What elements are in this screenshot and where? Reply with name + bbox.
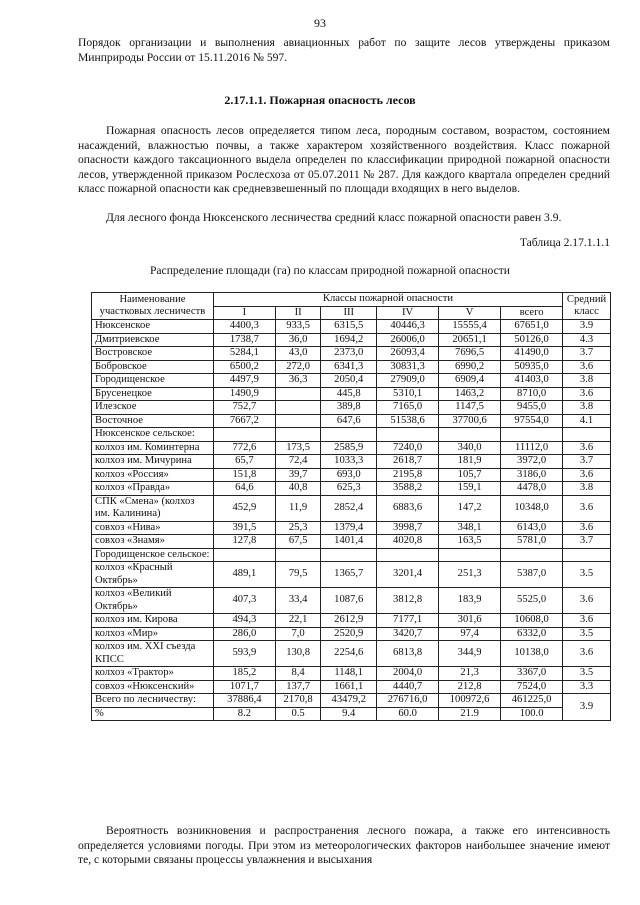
area-cell: 389,8 xyxy=(321,401,377,415)
total-cell: 100972,6 xyxy=(439,694,501,708)
area-cell: 137,7 xyxy=(275,680,320,694)
table-row xyxy=(92,468,611,482)
header-class-1: I xyxy=(213,306,275,320)
area-cell: 3588,2 xyxy=(377,482,439,496)
area-cell: 15555,4 xyxy=(439,320,501,334)
area-cell: 50126,0 xyxy=(501,333,563,347)
paragraph-average-class: Для лесного фонда Нюксенского лесничества средний класс пожарной опасности равен 3.9. xyxy=(106,211,562,224)
table-caption: Распределение площади (га) по классам природной пожарной опасности xyxy=(149,264,511,277)
area-cell: 348,1 xyxy=(439,521,501,535)
average-class-cell: 3.3 xyxy=(563,680,611,694)
area-cell: 1661,1 xyxy=(321,680,377,694)
average-class-cell: 3.8 xyxy=(563,401,611,415)
area-cell xyxy=(275,548,320,562)
forestry-name-cell: колхоз «Мир» xyxy=(92,627,214,641)
area-cell: 159,1 xyxy=(439,482,501,496)
average-class-cell: 3.5 xyxy=(563,562,611,588)
area-cell: 2373,0 xyxy=(321,347,377,361)
area-cell: 51538,6 xyxy=(377,414,439,428)
average-class-cell xyxy=(563,548,611,562)
area-cell: 7696,5 xyxy=(439,347,501,361)
area-cell: 41403,0 xyxy=(501,374,563,388)
average-class-cell: 3.9 xyxy=(563,320,611,334)
header-class-2: II xyxy=(275,306,320,320)
table-row xyxy=(92,627,611,641)
table-row xyxy=(92,387,611,401)
area-cell: 1087,6 xyxy=(321,588,377,614)
table-row xyxy=(92,614,611,628)
area-cell: 933,5 xyxy=(275,320,320,334)
area-cell: 2618,7 xyxy=(377,455,439,469)
forestry-name-cell: Бобровское xyxy=(92,360,214,374)
forestry-name-cell: колхоз «Правда» xyxy=(92,482,214,496)
percent-cell: 0.5 xyxy=(275,707,320,721)
average-class-cell: 3.5 xyxy=(563,667,611,681)
area-cell: 6500,2 xyxy=(213,360,275,374)
area-cell: 7667,2 xyxy=(213,414,275,428)
area-cell: 97554,0 xyxy=(501,414,563,428)
area-cell: 36,0 xyxy=(275,333,320,347)
area-cell: 772,6 xyxy=(213,441,275,455)
fire-class-table xyxy=(91,292,611,721)
area-cell xyxy=(275,428,320,442)
area-cell: 130,8 xyxy=(275,641,320,667)
forestry-name-cell: СПК «Смена» (колхоз им. Калинина) xyxy=(92,495,214,521)
header-class-4: IV xyxy=(377,306,439,320)
table-row xyxy=(92,588,611,614)
area-cell: 3186,0 xyxy=(501,468,563,482)
table-row xyxy=(92,401,611,415)
total-row xyxy=(92,694,611,708)
area-cell: 1694,2 xyxy=(321,333,377,347)
area-cell: 5525,0 xyxy=(501,588,563,614)
area-cell: 6909,4 xyxy=(439,374,501,388)
area-cell: 8710,0 xyxy=(501,387,563,401)
area-cell: 2585,9 xyxy=(321,441,377,455)
area-cell xyxy=(275,414,320,428)
area-cell: 151,8 xyxy=(213,468,275,482)
area-cell: 7240,0 xyxy=(377,441,439,455)
percent-cell: 8.2 xyxy=(213,707,275,721)
table-row xyxy=(92,441,611,455)
table-row xyxy=(92,428,611,442)
area-cell: 2612,9 xyxy=(321,614,377,628)
forestry-name-cell: Городищенское xyxy=(92,374,214,388)
area-cell xyxy=(377,428,439,442)
area-cell: 40,8 xyxy=(275,482,320,496)
area-cell: 3812,8 xyxy=(377,588,439,614)
average-class-cell: 3.6 xyxy=(563,387,611,401)
area-cell xyxy=(439,428,501,442)
area-cell: 212,8 xyxy=(439,680,501,694)
table-row xyxy=(92,667,611,681)
area-cell: 37700,6 xyxy=(439,414,501,428)
area-cell: 6883,6 xyxy=(377,495,439,521)
average-class-cell: 3.6 xyxy=(563,495,611,521)
forestry-name-cell: колхоз им. Мичурина xyxy=(92,455,214,469)
area-cell: 26006,0 xyxy=(377,333,439,347)
average-class-cell: 3.6 xyxy=(563,468,611,482)
area-cell: 72,4 xyxy=(275,455,320,469)
area-cell: 6341,3 xyxy=(321,360,377,374)
percent-cell: 9.4 xyxy=(321,707,377,721)
area-cell: 185,2 xyxy=(213,667,275,681)
area-cell: 22,1 xyxy=(275,614,320,628)
table-row xyxy=(92,320,611,334)
table-body xyxy=(92,320,611,721)
area-cell: 344,9 xyxy=(439,641,501,667)
area-cell xyxy=(321,428,377,442)
average-class-cell: 4.3 xyxy=(563,333,611,347)
area-cell: 1463,2 xyxy=(439,387,501,401)
area-cell: 4400,3 xyxy=(213,320,275,334)
area-cell: 173,5 xyxy=(275,441,320,455)
table-reference: Таблица 2.17.1.1.1 xyxy=(519,236,610,249)
table-row xyxy=(92,548,611,562)
average-class-cell: 3.6 xyxy=(563,360,611,374)
total-cell: 2170,8 xyxy=(275,694,320,708)
area-cell: 8,4 xyxy=(275,667,320,681)
area-cell: 11112,0 xyxy=(501,441,563,455)
area-cell: 4478,0 xyxy=(501,482,563,496)
area-cell: 2852,4 xyxy=(321,495,377,521)
header-class-3: III xyxy=(321,306,377,320)
area-cell: 494,3 xyxy=(213,614,275,628)
forestry-name-cell: Брусенецкое xyxy=(92,387,214,401)
total-cell: 461225,0 xyxy=(501,694,563,708)
table-row xyxy=(92,482,611,496)
area-cell: 6990,2 xyxy=(439,360,501,374)
table-row xyxy=(92,414,611,428)
total-cell: 43479,2 xyxy=(321,694,377,708)
page-number: 93 xyxy=(314,16,326,30)
area-cell: 67,5 xyxy=(275,535,320,549)
area-cell: 10608,0 xyxy=(501,614,563,628)
area-cell: 7165,0 xyxy=(377,401,439,415)
area-cell: 183,9 xyxy=(439,588,501,614)
table-row xyxy=(92,495,611,521)
forestry-name-cell: Нюксенское xyxy=(92,320,214,334)
total-label-cell: Всего по лесничеству: xyxy=(92,694,214,708)
area-cell: 21,3 xyxy=(439,667,501,681)
percent-label-cell: % xyxy=(92,707,214,721)
average-class-cell: 3.8 xyxy=(563,482,611,496)
area-cell: 1490,9 xyxy=(213,387,275,401)
area-cell: 286,0 xyxy=(213,627,275,641)
area-cell: 1738,7 xyxy=(213,333,275,347)
average-class-cell xyxy=(563,428,611,442)
area-cell: 2520,9 xyxy=(321,627,377,641)
area-cell: 50935,0 xyxy=(501,360,563,374)
header-class-5: V xyxy=(439,306,501,320)
header-fire-classes: Классы пожарной опасности xyxy=(213,293,562,307)
area-cell: 593,9 xyxy=(213,641,275,667)
area-cell: 5310,1 xyxy=(377,387,439,401)
table-row xyxy=(92,535,611,549)
area-cell: 105,7 xyxy=(439,468,501,482)
area-cell xyxy=(213,548,275,562)
table-row xyxy=(92,641,611,667)
forestry-name-cell: Востровское xyxy=(92,347,214,361)
area-cell: 5387,0 xyxy=(501,562,563,588)
area-cell: 1147,5 xyxy=(439,401,501,415)
percent-cell: 60.0 xyxy=(377,707,439,721)
average-class-cell: 3.8 xyxy=(563,374,611,388)
area-cell: 340,0 xyxy=(439,441,501,455)
area-cell xyxy=(439,548,501,562)
area-cell: 1071,7 xyxy=(213,680,275,694)
average-class-cell: 3.6 xyxy=(563,614,611,628)
forestry-name-cell: колхоз «Красный Октябрь» xyxy=(92,562,214,588)
area-cell: 7177,1 xyxy=(377,614,439,628)
forestry-name-cell: совхоз «Нива» xyxy=(92,521,214,535)
area-cell: 445,8 xyxy=(321,387,377,401)
area-cell: 2004,0 xyxy=(377,667,439,681)
table-row xyxy=(92,562,611,588)
area-cell xyxy=(275,387,320,401)
area-cell: 6813,8 xyxy=(377,641,439,667)
percent-cell: 21.9 xyxy=(439,707,501,721)
forestry-name-cell: Городищенское сельское: xyxy=(92,548,214,562)
area-cell: 64,6 xyxy=(213,482,275,496)
average-class-cell: 3.6 xyxy=(563,641,611,667)
area-cell: 33,4 xyxy=(275,588,320,614)
area-cell: 7524,0 xyxy=(501,680,563,694)
area-cell: 181,9 xyxy=(439,455,501,469)
forestry-name-cell: Илезское xyxy=(92,401,214,415)
table-row xyxy=(92,347,611,361)
area-cell: 9455,0 xyxy=(501,401,563,415)
forestry-name-cell: колхоз «Трактор» xyxy=(92,667,214,681)
total-cell: 37886,4 xyxy=(213,694,275,708)
area-cell: 2254,6 xyxy=(321,641,377,667)
average-class-cell: 3.7 xyxy=(563,535,611,549)
table-row xyxy=(92,374,611,388)
area-cell: 6332,0 xyxy=(501,627,563,641)
area-cell: 625,3 xyxy=(321,482,377,496)
header-average-class: Средний класс xyxy=(563,293,611,320)
area-cell: 5284,1 xyxy=(213,347,275,361)
area-cell: 4497,9 xyxy=(213,374,275,388)
area-cell: 4440,7 xyxy=(377,680,439,694)
area-cell: 4020,8 xyxy=(377,535,439,549)
area-cell: 6315,5 xyxy=(321,320,377,334)
forestry-name-cell: совхоз «Нюксенский» xyxy=(92,680,214,694)
area-cell: 2050,4 xyxy=(321,374,377,388)
area-cell: 251,3 xyxy=(439,562,501,588)
area-cell: 1365,7 xyxy=(321,562,377,588)
area-cell: 407,3 xyxy=(213,588,275,614)
area-cell: 3972,0 xyxy=(501,455,563,469)
area-cell: 272,0 xyxy=(275,360,320,374)
area-cell: 67651,0 xyxy=(501,320,563,334)
forestry-name-cell: совхоз «Знамя» xyxy=(92,535,214,549)
area-cell: 3420,7 xyxy=(377,627,439,641)
average-class-cell: 3.6 xyxy=(563,588,611,614)
area-cell: 43,0 xyxy=(275,347,320,361)
forestry-name-cell: Нюксенское сельское: xyxy=(92,428,214,442)
area-cell: 301,6 xyxy=(439,614,501,628)
area-cell: 41490,0 xyxy=(501,347,563,361)
forestry-name-cell: Восточное xyxy=(92,414,214,428)
forestry-name-cell: колхоз им. XXI съезда КПСС xyxy=(92,641,214,667)
average-class-cell: 3.6 xyxy=(563,521,611,535)
area-cell: 11,9 xyxy=(275,495,320,521)
area-cell xyxy=(275,401,320,415)
area-cell: 163,5 xyxy=(439,535,501,549)
area-cell xyxy=(321,548,377,562)
area-cell: 10138,0 xyxy=(501,641,563,667)
area-cell: 752,7 xyxy=(213,401,275,415)
area-cell: 65,7 xyxy=(213,455,275,469)
area-cell: 3998,7 xyxy=(377,521,439,535)
area-cell: 2195,8 xyxy=(377,468,439,482)
area-cell: 3367,0 xyxy=(501,667,563,681)
area-cell: 647,6 xyxy=(321,414,377,428)
area-cell: 452,9 xyxy=(213,495,275,521)
forestry-name-cell: Дмитриевское xyxy=(92,333,214,347)
area-cell: 127,8 xyxy=(213,535,275,549)
total-cell: 276716,0 xyxy=(377,694,439,708)
area-cell: 3201,4 xyxy=(377,562,439,588)
area-cell: 97,4 xyxy=(439,627,501,641)
header-total: всего xyxy=(501,306,563,320)
area-cell: 1401,4 xyxy=(321,535,377,549)
header-forestry-name: Наименование участковых лесничеств xyxy=(92,293,214,320)
paragraph-weather: Вероятность возникновения и распространения лесного пожара, а также его интенсивность определяется условиями погоды. При этом из метеорологических факторов наибольшее значение имеют те, с которыми связаны процессы увлажнения и высыхания xyxy=(78,824,610,866)
area-cell: 1379,4 xyxy=(321,521,377,535)
area-cell: 26093,4 xyxy=(377,347,439,361)
table-row xyxy=(92,455,611,469)
area-cell: 39,7 xyxy=(275,468,320,482)
area-cell: 5781,0 xyxy=(501,535,563,549)
total-average-cell: 3.9 xyxy=(563,694,611,721)
percent-cell: 100.0 xyxy=(501,707,563,721)
average-class-cell: 3.7 xyxy=(563,455,611,469)
forestry-name-cell: колхоз «Россия» xyxy=(92,468,214,482)
average-class-cell: 3.7 xyxy=(563,347,611,361)
average-class-cell: 4.1 xyxy=(563,414,611,428)
area-cell: 391,5 xyxy=(213,521,275,535)
forestry-name-cell: колхоз им. Коминтерна xyxy=(92,441,214,455)
forestry-name-cell: колхоз «Великий Октябрь» xyxy=(92,588,214,614)
area-cell: 20651,1 xyxy=(439,333,501,347)
area-cell: 6143,0 xyxy=(501,521,563,535)
table-row xyxy=(92,680,611,694)
area-cell: 79,5 xyxy=(275,562,320,588)
area-cell: 10348,0 xyxy=(501,495,563,521)
area-cell: 7,0 xyxy=(275,627,320,641)
table-row xyxy=(92,333,611,347)
area-cell xyxy=(377,548,439,562)
table-row xyxy=(92,521,611,535)
area-cell: 693,0 xyxy=(321,468,377,482)
area-cell: 40446,3 xyxy=(377,320,439,334)
forestry-name-cell: колхоз им. Кирова xyxy=(92,614,214,628)
area-cell: 27909,0 xyxy=(377,374,439,388)
paragraph-fire-danger: Пожарная опасность лесов определяется типом леса, породным составом, возрастом, состоянием насаждений, влажностью почвы, а также характером хозяйственного воздействия. Класс пожарной опасности каждого таксационного выдела определен по классификации природной пожарной опасности лесов, утвержденной приказом Рослесхоза от 05.07.2011 № 287. Для каждого квартала определен средний класс пожарной опасности как средневзвешенный по площади входящих в него выделов. xyxy=(78,124,610,195)
area-cell: 30831,3 xyxy=(377,360,439,374)
area-cell: 36,3 xyxy=(275,374,320,388)
average-class-cell: 3.5 xyxy=(563,627,611,641)
area-cell xyxy=(501,428,563,442)
area-cell xyxy=(501,548,563,562)
area-cell xyxy=(213,428,275,442)
area-cell: 489,1 xyxy=(213,562,275,588)
table-row xyxy=(92,360,611,374)
area-cell: 1033,3 xyxy=(321,455,377,469)
intro-paragraph: Порядок организации и выполнения авиационных работ по защите лесов утверждены приказом Минприроды России от 15.11.2016 № 597. xyxy=(78,36,610,64)
section-heading: 2.17.1.1. Пожарная опасность лесов xyxy=(224,93,416,107)
area-cell: 147,2 xyxy=(439,495,501,521)
percent-row xyxy=(92,707,611,721)
area-cell: 25,3 xyxy=(275,521,320,535)
average-class-cell: 3.6 xyxy=(563,441,611,455)
area-cell: 1148,1 xyxy=(321,667,377,681)
